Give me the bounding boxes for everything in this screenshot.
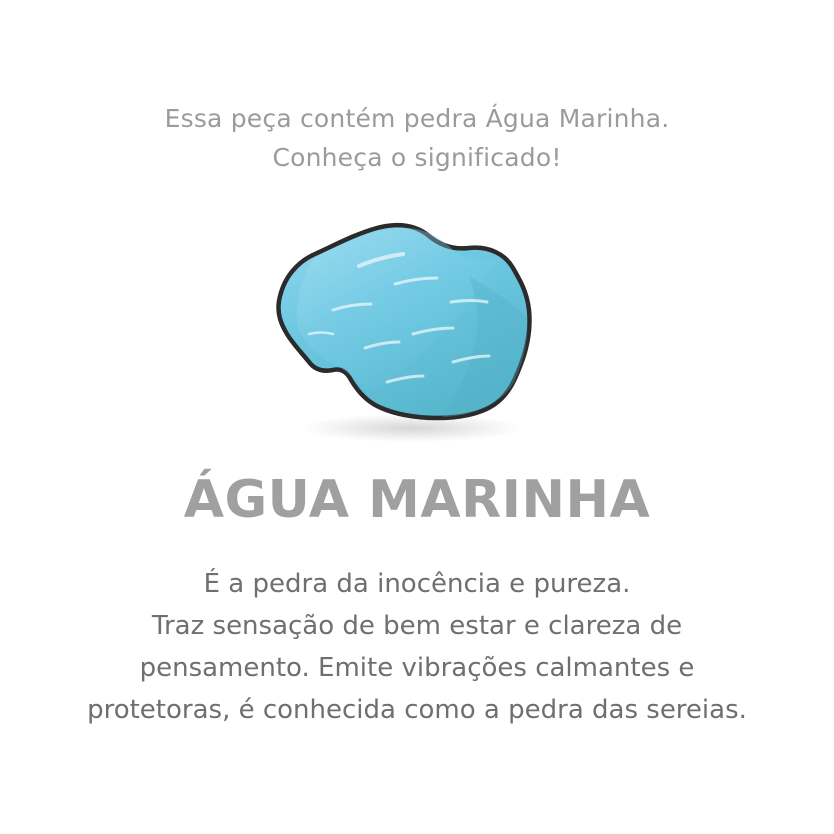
stone-description <box>0 563 834 731</box>
intro-line-1: Essa peça contém pedra Água Marinha. <box>164 104 670 133</box>
description-line-1: É a pedra da inocência e pureza. <box>203 568 631 599</box>
aquamarine-stone-illustration <box>237 206 597 446</box>
description-line-2: Traz sensação de bem estar e clareza de <box>151 610 683 641</box>
description-line-3: pensamento. Emite vibrações calmantes e <box>139 652 695 683</box>
intro-line-2: Conheça o significado! <box>272 142 562 172</box>
stone-name: ÁGUA MARINHA <box>183 469 651 530</box>
intro-text <box>0 100 834 178</box>
description-line-4: protetoras, é conhecida como a pedra das sereias. <box>87 695 747 726</box>
